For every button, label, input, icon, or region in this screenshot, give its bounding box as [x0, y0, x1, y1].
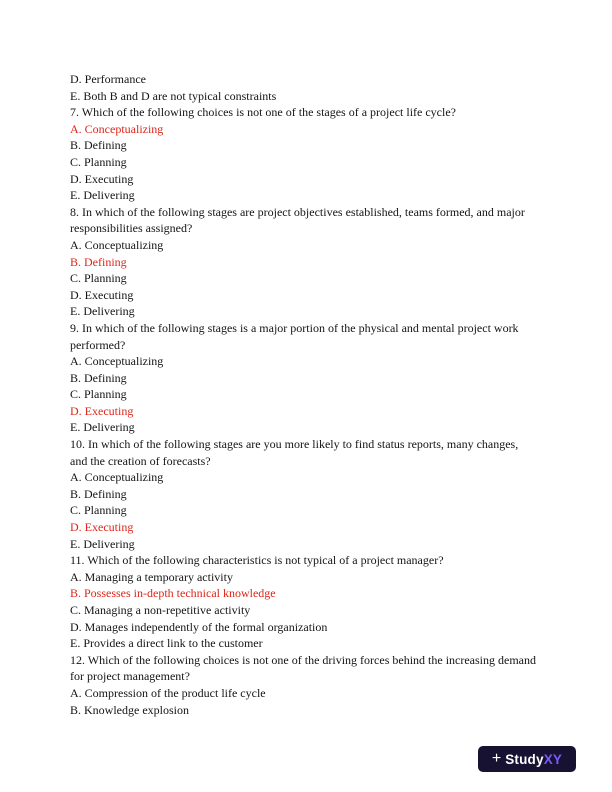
text-line: E. Provides a direct link to the customer: [70, 636, 263, 651]
text-line: D. Executing: [70, 520, 134, 535]
text-line: A. Conceptualizing: [70, 121, 164, 136]
plus-icon: +: [491, 749, 502, 767]
text-line: performed?: [70, 337, 126, 352]
text-line: E. Delivering: [70, 536, 135, 551]
text-line: A. Conceptualizing: [70, 237, 164, 252]
text-line: B. Knowledge explosion: [70, 702, 189, 717]
text-line: A. Conceptualizing: [70, 354, 164, 369]
text-line: E. Delivering: [70, 304, 135, 319]
text-line: D. Manages independently of the formal organization: [70, 619, 328, 634]
text-line: and the creation of forecasts?: [70, 453, 211, 468]
text-line: D. Executing: [70, 287, 134, 302]
text-line: C. Planning: [70, 387, 127, 402]
text-line: B. Defining: [70, 370, 127, 385]
text-line: responsibilities assigned?: [70, 221, 193, 236]
text-line: B. Defining: [70, 138, 127, 153]
text-line: C. Planning: [70, 154, 127, 169]
text-line: D. Executing: [70, 403, 134, 418]
text-line: B. Possesses in-depth technical knowledge: [70, 586, 276, 601]
brand-text: [505, 752, 562, 767]
text-line: B. Defining: [70, 486, 127, 501]
text-line: C. Planning: [70, 503, 127, 518]
text-line: 10. In which of the following stages are you more likely to find status reports, many changes,: [70, 437, 519, 452]
text-line: 8. In which of the following stages are project objectives established, teams formed, and major: [70, 204, 525, 219]
document-lines: [70, 71, 550, 718]
text-line: A. Conceptualizing: [70, 470, 164, 485]
text-line: E. Both B and D are not typical constraints: [70, 88, 277, 103]
text-line: for project management?: [70, 669, 190, 684]
text-line: A. Compression of the product life cycle: [70, 685, 266, 700]
text-line: D. Executing: [70, 171, 134, 186]
text-line: 12. Which of the following choices is not one of the driving forces behind the increasing demand: [70, 652, 536, 667]
text-line: C. Planning: [70, 271, 127, 286]
text-line: 9. In which of the following stages is a major portion of the physical and mental project work: [70, 320, 519, 335]
brand-text-accent: XY: [543, 751, 563, 767]
text-line: A. Managing a temporary activity: [70, 569, 233, 584]
text-line: E. Delivering: [70, 420, 135, 435]
text-line: C. Managing a non-repetitive activity: [70, 603, 251, 617]
studyxy-logo: [478, 746, 576, 772]
text-line: E. Delivering: [70, 188, 135, 203]
text-line: D. Performance: [70, 72, 146, 86]
text-line: 7. Which of the following choices is not one of the stages of a project life cycle?: [70, 105, 456, 120]
text-line: 11. Which of the following characteristics is not typical of a project manager?: [70, 553, 444, 568]
text-line: B. Defining: [70, 254, 127, 269]
brand-text-primary: Study: [505, 751, 544, 767]
